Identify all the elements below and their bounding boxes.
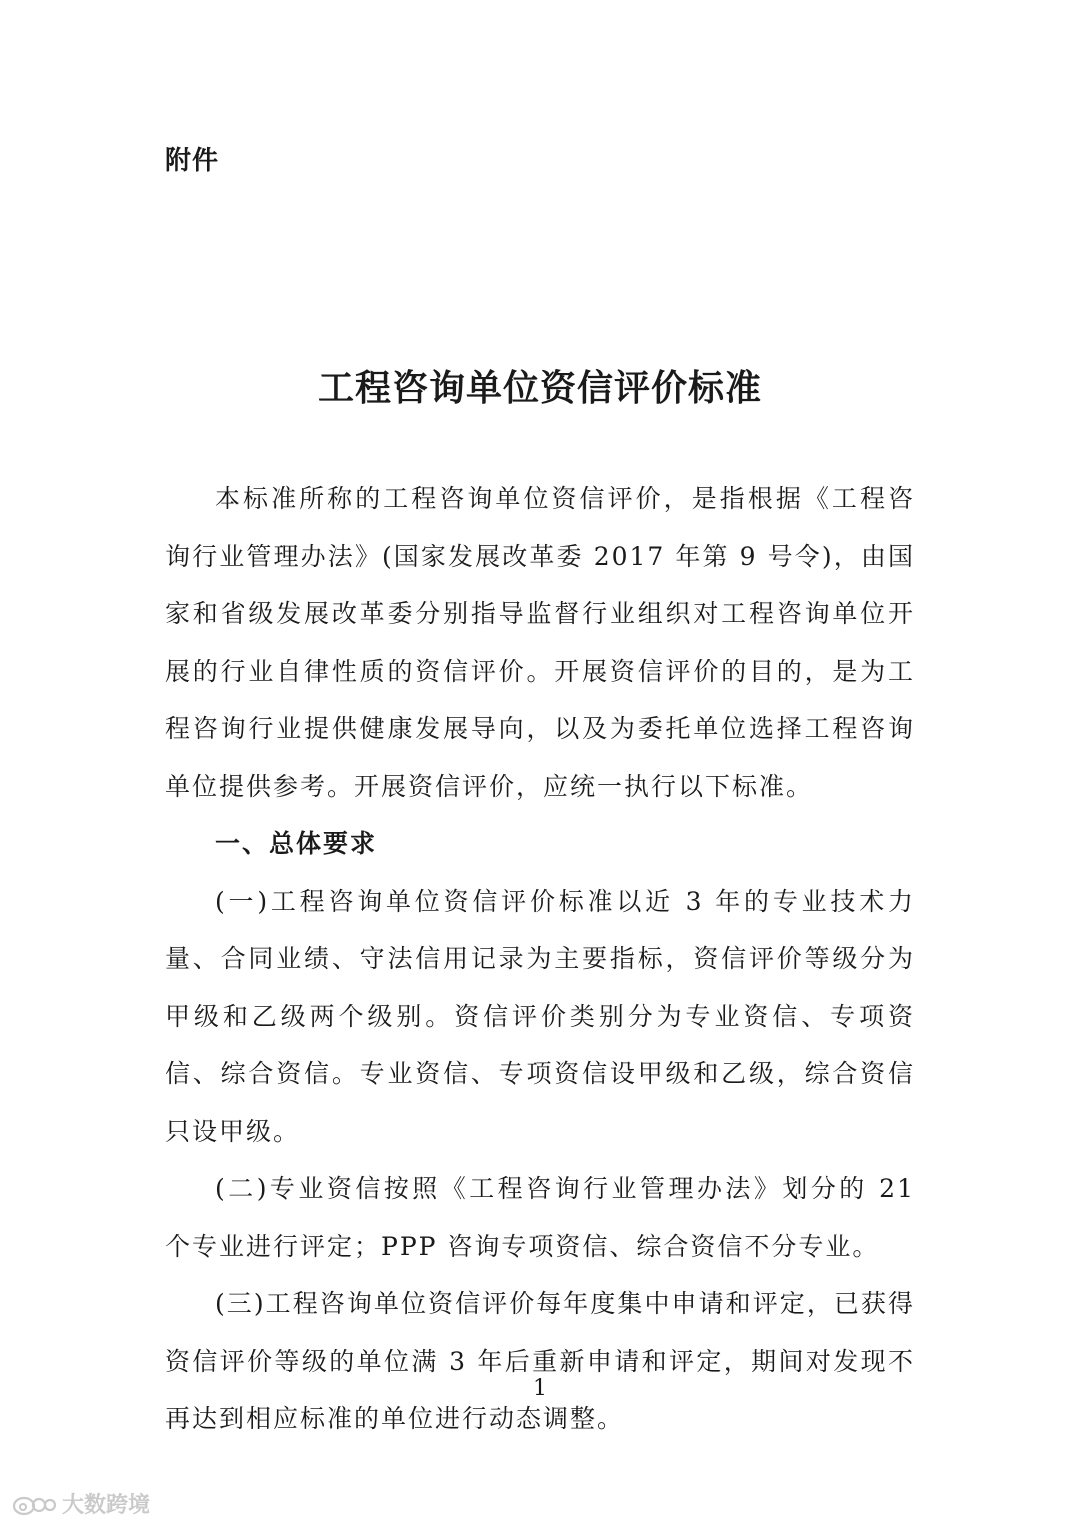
attachment-label: 附件 [165, 146, 220, 176]
intro-paragraph: 本标准所称的工程咨询单位资信评价，是指根据《工程咨询行业管理办法》(国家发展改革委 2017 年第 9 号令)，由国家和省级发展改革委分别指导监督行业组织对工程咨询单位开展的行业自律性质的资信评价。开展资信评价的目的，是为工程咨询行业提供健康发展导向，以及为委托单位选择工程咨询单位提供参考。开展资信评价，应统一执行以下标准。 [165, 484, 915, 801]
clause-paragraph-3: (三)工程咨询单位资信评价每年度集中申请和评定，已获得资信评价等级的单位满 3 年后重新申请和评定，期间对发现不再达到相应标准的单位进行动态调整。 [165, 1289, 915, 1433]
document-body [165, 470, 915, 1448]
watermark-text: 大数跨境 [62, 1493, 151, 1518]
page-number: 1 [533, 1376, 547, 1401]
document-title: 工程咨询单位资信评价标准 [317, 367, 762, 409]
clause-paragraph-1: (一)工程咨询单位资信评价标准以近 3 年的专业技术力量、合同业绩、守法信用记录为主要指标，资信评价等级分为甲级和乙级两个级别。资信评价类别分为专业资信、专项资信、综合资信。专业资信、专项资信设甲级和乙级，综合资信只设甲级。 [165, 886, 915, 1146]
watermark [12, 1488, 150, 1519]
weibo-logo-icon [12, 1491, 56, 1517]
section-heading: 一、总体要求 [215, 829, 378, 858]
clause-paragraph-2: (二)专业资信按照《工程咨询行业管理办法》划分的 21 个专业进行评定；PPP 咨询专项资信、综合资信不分专业。 [165, 1174, 915, 1261]
